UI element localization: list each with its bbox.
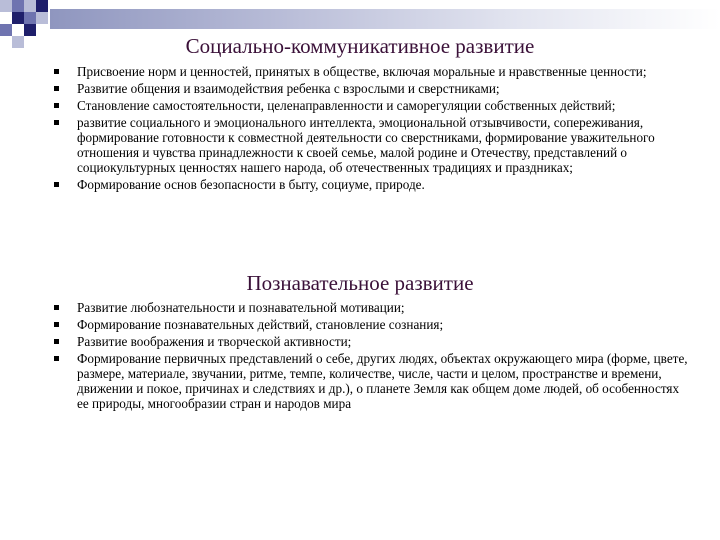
- list-item-text: развитие социального и эмоционального интеллекта, эмоциональной отзывчивости, сопереживания, формирование готовности к совместной деятельности со сверстниками, формирование уважительного отношения и чувства принадлежности к своей семье, малой родине и Отечеству, представлений о социокультурных ценностях нашего народа, об отечественных традициях и праздниках;: [77, 115, 655, 175]
- list-item: [54, 81, 690, 96]
- bullet-icon: [54, 182, 59, 187]
- list-item: [54, 351, 690, 411]
- deco-square: [36, 12, 48, 24]
- deco-square: [36, 0, 48, 12]
- list-item-text: Становление самостоятельности, целенаправленности и саморегуляции собственных действий;: [77, 98, 616, 113]
- section-title-cognitive: Познавательное развитие: [246, 271, 474, 295]
- bullet-icon: [54, 339, 59, 344]
- list-item-text: Развитие общения и взаимодействия ребенка с взрослыми и сверстниками;: [77, 81, 500, 96]
- list-item-text: Формирование основ безопасности в быту, социуме, природе.: [77, 177, 425, 192]
- list-item: [54, 98, 690, 113]
- bullet-icon: [54, 86, 59, 91]
- header-gradient-bar: [50, 9, 720, 29]
- deco-square: [12, 0, 24, 12]
- bullet-icon: [54, 356, 59, 361]
- list-item: [54, 115, 690, 175]
- list-item-text: Формирование первичных представлений о себе, других людях, объектах окружающего мира (форме, цвете, размере, материале, звучании, ритме, темпе, количестве, числе, части и целом, пространстве и времени, движении и покое, причинах и следствиях и др.), о планете Земля как общем доме людей, об особенностях ее природы, многообразии стран и народов мира: [77, 351, 688, 411]
- list-item-text: Формирование познавательных действий, становление сознания;: [77, 317, 444, 332]
- deco-square: [24, 0, 36, 12]
- list-item: [54, 300, 690, 315]
- bullet-icon: [54, 322, 59, 327]
- list-item: [54, 64, 690, 79]
- list-item-text: Развитие любознательности и познавательной мотивации;: [77, 300, 405, 315]
- deco-square: [24, 12, 36, 24]
- list-item: [54, 177, 690, 192]
- list-item: [54, 317, 690, 332]
- social-list: [54, 64, 690, 194]
- deco-square: [12, 12, 24, 24]
- list-item-text: Развитие воображения и творческой активности;: [77, 334, 352, 349]
- bullet-icon: [54, 305, 59, 310]
- bullet-icon: [54, 103, 59, 108]
- cognitive-list: [54, 300, 690, 413]
- deco-square: [0, 0, 12, 12]
- section-title-social: Социально-коммуникативное развитие: [185, 34, 535, 58]
- bullet-icon: [54, 120, 59, 125]
- list-item-text: Присвоение норм и ценностей, принятых в обществе, включая моральные и нравственные ценности;: [77, 64, 647, 79]
- list-item: [54, 334, 690, 349]
- bullet-icon: [54, 69, 59, 74]
